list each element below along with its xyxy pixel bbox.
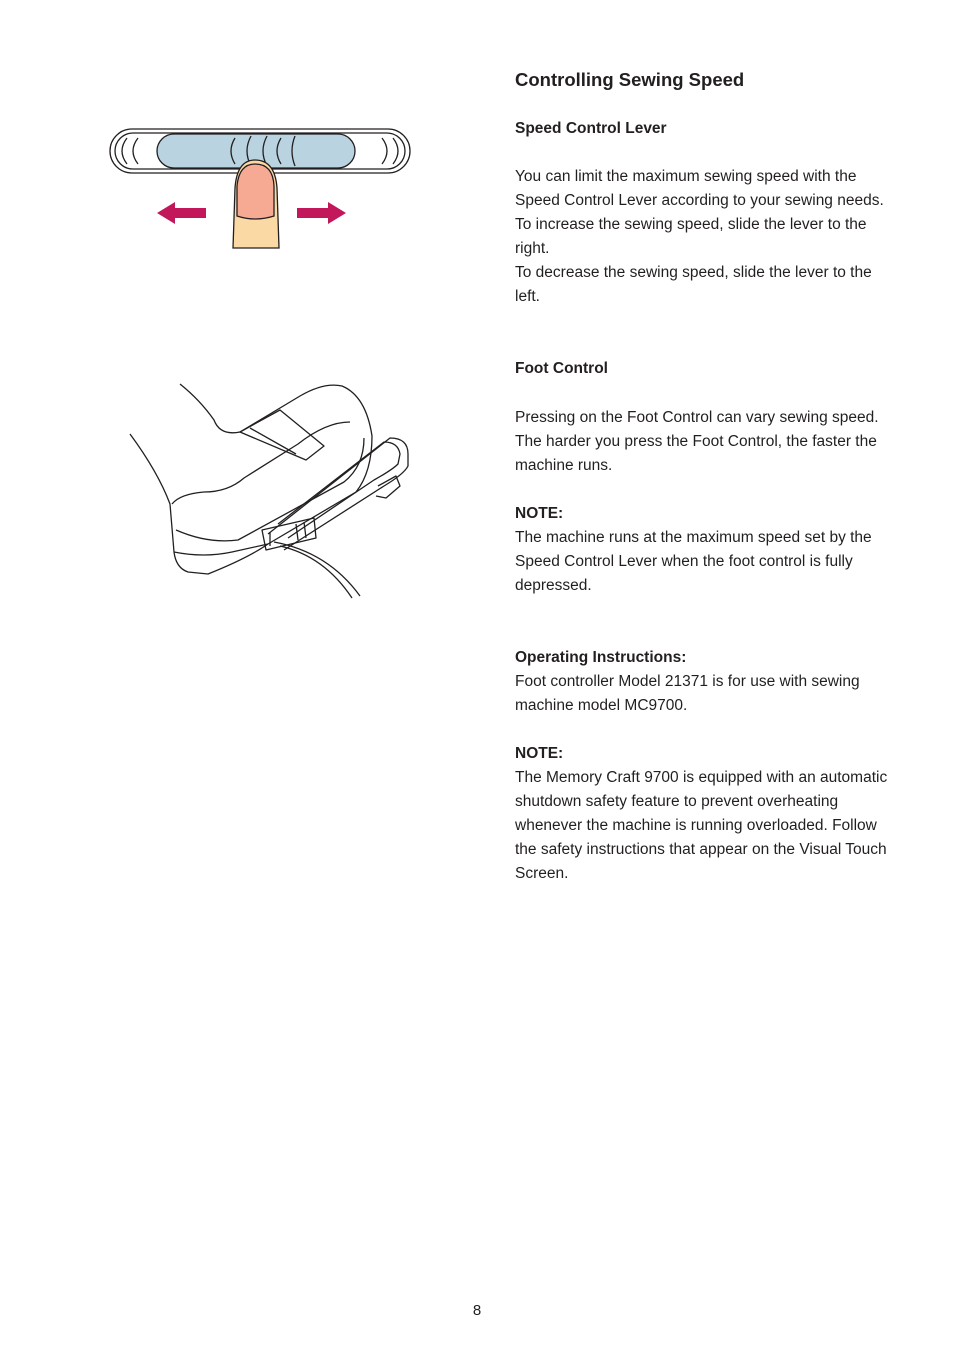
section-title: Controlling Sewing Speed: [515, 69, 745, 90]
operating-line: Foot controller Model 21371 is for use with sewing: [515, 673, 860, 690]
operating-heading: Operating Instructions:: [515, 649, 687, 666]
speed-control-line: left.: [515, 288, 540, 305]
speed-control-line: To increase the sewing speed, slide the lever to the: [515, 216, 867, 233]
speed-control-lever-illustration: [105, 124, 417, 254]
page-number: 8: [472, 1302, 482, 1319]
speed-control-line: Speed Control Lever according to your sewing needs.: [515, 192, 884, 209]
speed-control-line: right.: [515, 240, 550, 257]
speed-control-line: To decrease the sewing speed, slide the lever to the: [515, 264, 872, 281]
foot-control-note-line: The machine runs at the maximum speed set by the: [515, 529, 872, 546]
foot-control-note-label: NOTE:: [515, 505, 564, 522]
operating-note-line: the safety instructions that appear on the Visual Touch: [515, 841, 887, 858]
operating-note-line: Screen.: [515, 865, 569, 882]
foot-control-note-line: Speed Control Lever when the foot control is fully: [515, 553, 853, 570]
operating-note-line: shutdown safety feature to prevent overheating: [515, 793, 839, 810]
foot-control-line: Pressing on the Foot Control can vary sewing speed.: [515, 409, 879, 426]
speed-control-line: You can limit the maximum sewing speed with the: [515, 168, 857, 185]
foot-control-note-line: depressed.: [515, 577, 592, 594]
foot-control-line: The harder you press the Foot Control, the faster the: [515, 433, 877, 450]
foot-control-line: machine runs.: [515, 457, 613, 474]
operating-line: machine model MC9700.: [515, 697, 688, 714]
foot-control-heading: Foot Control: [515, 360, 608, 377]
operating-note-line: whenever the machine is running overloaded. Follow: [515, 817, 877, 834]
operating-note-line: The Memory Craft 9700 is equipped with an automatic: [515, 769, 888, 786]
operating-note-label: NOTE:: [515, 745, 564, 762]
speed-control-heading: Speed Control Lever: [515, 120, 667, 137]
foot-control-illustration: [128, 382, 418, 600]
